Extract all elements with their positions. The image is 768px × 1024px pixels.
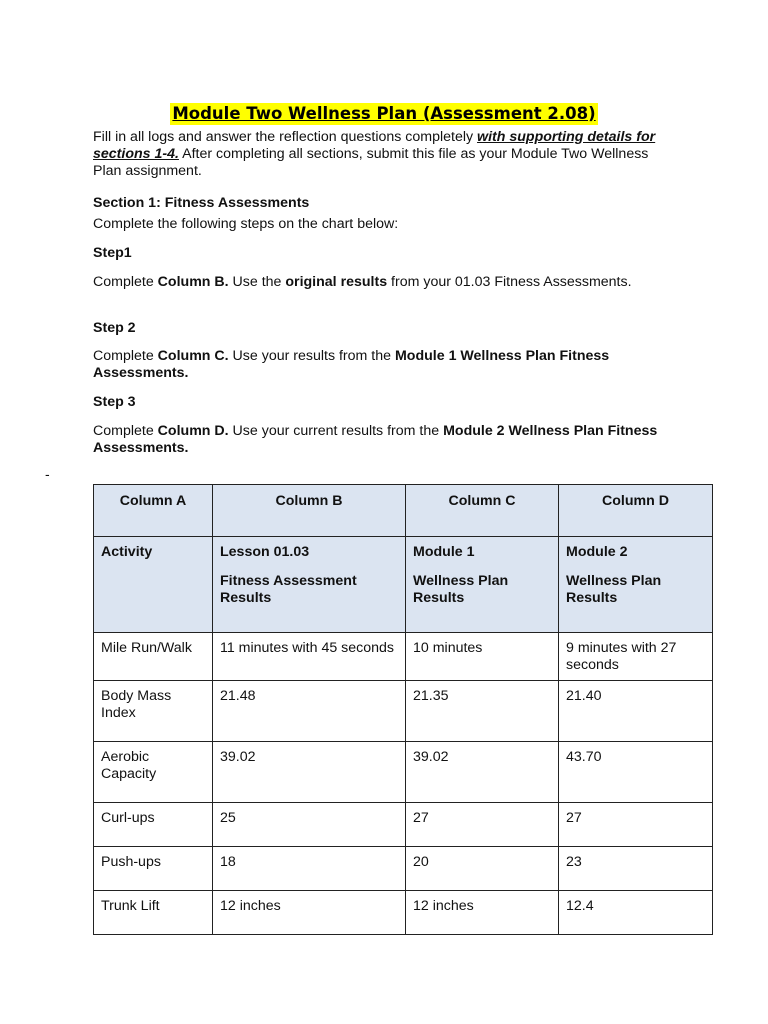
table-row [94, 891, 713, 935]
table-cell: Body Mass Index [94, 681, 213, 742]
table-cell: 43.70 [559, 742, 713, 803]
table-cell: Trunk Lift [94, 891, 213, 935]
section1-heading: Section 1: Fitness Assessments [93, 195, 310, 211]
column-d-header: Column D [559, 485, 713, 537]
step1-b2: original results [285, 274, 388, 290]
column-b-header: Column B [213, 485, 406, 537]
table-cell: 21.35 [406, 681, 559, 742]
table-cell: Push-ups [94, 847, 213, 891]
table-cell: 12.4 [559, 891, 713, 935]
step1-p2: Use the [228, 274, 286, 290]
table-cell: 21.40 [559, 681, 713, 742]
subheader-module2 [559, 537, 713, 633]
table-subheader-row [94, 537, 713, 633]
subheader-module1 [406, 537, 559, 633]
step1-b1: Column B. [157, 274, 229, 290]
step3-b1: Column D. [157, 423, 229, 439]
subheader-d-line1: Module 2 [566, 544, 628, 560]
subheader-c-line2: Wellness Plan Results [413, 573, 509, 606]
step3-p1: Complete [93, 423, 158, 439]
intro-text-2: After completing all sections, submit this file as your Module Two Wellness Plan assignment. [93, 146, 649, 179]
table-cell: 25 [213, 803, 406, 847]
table-cell: 10 minutes [406, 633, 559, 681]
step2-text [93, 348, 673, 382]
step3-p2: Use your current results from the [228, 423, 444, 439]
table-cell: 27 [559, 803, 713, 847]
stray-dash: - [45, 466, 50, 482]
step2-b1: Column C. [157, 348, 229, 364]
subheader-d-line2: Wellness Plan Results [566, 573, 662, 606]
section1-instruction: Complete the following steps on the chart below: [93, 216, 399, 232]
step3-label: Step 3 [93, 394, 136, 410]
subheader-b-line1: Lesson 01.03 [220, 544, 310, 560]
subheader-a-line1: Activity [101, 544, 153, 560]
page-title: Module Two Wellness Plan (Assessment 2.08) [172, 104, 596, 123]
column-c-header: Column C [406, 485, 559, 537]
intro-text-1: Fill in all logs and answer the reflection questions completely [93, 129, 478, 145]
table-cell: 23 [559, 847, 713, 891]
table-cell: Mile Run/Walk [94, 633, 213, 681]
table-cell: 12 inches [406, 891, 559, 935]
table-column-header-row [94, 485, 713, 537]
table-cell: 39.02 [406, 742, 559, 803]
intro-emphasis: with supporting details for sections 1-4. [93, 129, 656, 162]
table-cell: 18 [213, 847, 406, 891]
step1-p1: Complete [93, 274, 158, 290]
table-cell: 12 inches [213, 891, 406, 935]
step1-label: Step1 [93, 245, 132, 261]
step1-p3: from your 01.03 Fitness Assessments. [387, 274, 632, 290]
step3-b2: Module 2 Wellness Plan Fitness Assessments. [93, 423, 658, 456]
column-a-header: Column A [94, 485, 213, 537]
table-cell: 39.02 [213, 742, 406, 803]
step2-b2: Module 1 Wellness Plan Fitness Assessments. [93, 348, 610, 381]
subheader-activity [94, 537, 213, 633]
title-block [0, 103, 768, 125]
table-cell: 27 [406, 803, 559, 847]
table-cell: 11 minutes with 45 seconds [213, 633, 406, 681]
fitness-assessment-table [93, 484, 713, 935]
table-row [94, 847, 713, 891]
table-cell: Aerobic Capacity [94, 742, 213, 803]
step2-label: Step 2 [93, 320, 136, 336]
table-cell: 21.48 [213, 681, 406, 742]
table-cell: 9 minutes with 27 seconds [559, 633, 713, 681]
table-cell: Curl-ups [94, 803, 213, 847]
table-row [94, 803, 713, 847]
subheader-lesson [213, 537, 406, 633]
step2-p1: Complete [93, 348, 158, 364]
subheader-b-line2: Fitness Assessment Results [220, 573, 357, 606]
step3-text [93, 423, 673, 457]
table-row [94, 633, 713, 681]
step1-text [93, 274, 673, 291]
table-row [94, 742, 713, 803]
step2-p2: Use your results from the [228, 348, 395, 364]
table-cell: 20 [406, 847, 559, 891]
table-row [94, 681, 713, 742]
intro-paragraph [93, 129, 673, 180]
subheader-c-line1: Module 1 [413, 544, 475, 560]
